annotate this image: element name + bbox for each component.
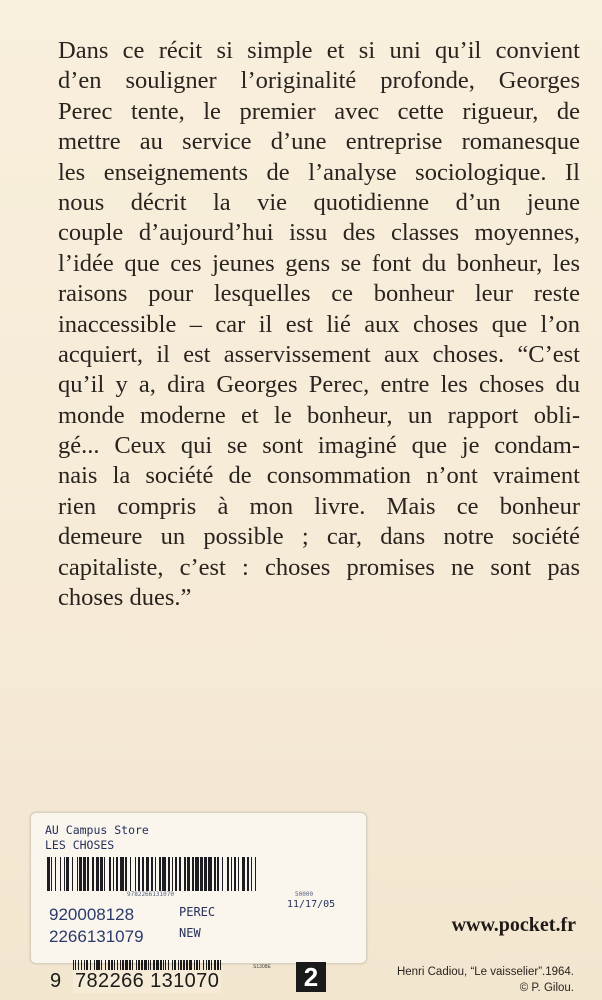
price-sticker: [30, 812, 367, 964]
blurb-line: raisons pour lesquelles ce bonheur leur reste: [58, 280, 580, 308]
blurb-line: nais la société de consommation n’ont vraiment: [58, 462, 580, 490]
blurb-line: couple d’aujourd’hui issu des classes moyennes,: [58, 219, 580, 247]
photo-credit: © P. Gilou.: [519, 982, 574, 994]
sticker-number-1: 920008128: [49, 905, 135, 924]
blurb-line: choses dues.”: [58, 584, 192, 612]
barcode-space: [221, 960, 223, 982]
sticker-title: LES CHOSES: [45, 838, 115, 852]
sticker-barcode-digits: 9782266131070: [127, 891, 174, 898]
sticker-condition: NEW: [179, 926, 201, 940]
publisher-logo: 2: [296, 962, 326, 992]
cover-credit: Henri Cadiou, “Le vaisselier”.1964.: [396, 966, 574, 978]
barcode-space: [256, 857, 260, 891]
blurb-line: acquiert, il est asservissement aux choses. “C’est: [58, 340, 580, 368]
blurb-line: qu’il y a, dira Georges Perec, entre les choses du: [58, 371, 580, 399]
blurb-text: [58, 36, 580, 613]
sticker-number-2: 2266131079: [49, 927, 144, 946]
blurb-line: mettre au service d’une entreprise romanesque: [58, 128, 580, 156]
blurb-line: monde moderne et le bonheur, un rapport obli-: [58, 401, 580, 429]
isbn-first-digit: 9: [50, 970, 62, 992]
blurb-line: les enseignements de l’analyse sociologique. Il: [58, 158, 580, 186]
sticker-store: AU Campus Store: [45, 823, 149, 837]
blurb-line: Perec tente, le premier avec cette rigueur, de: [58, 97, 580, 125]
blurb-line: nous décrit la vie quotidienne d’un jeune: [58, 188, 580, 216]
price-code: S1308E: [253, 964, 271, 970]
blurb-line: rien compris à mon livre. Mais ce bonheur: [58, 492, 580, 520]
sticker-date: 11/17/05: [287, 899, 336, 910]
blurb-line: Dans ce récit si simple et si uni qu’il convient: [58, 37, 580, 64]
blurb-line: gé... Ceux qui se sont imaginé que je condam-: [58, 432, 580, 460]
sticker-barcode: [47, 857, 327, 891]
blurb-line: inaccessible – car il est lié aux choses que l’on: [58, 310, 580, 338]
blurb-line: demeure un possible ; car, dans notre société: [58, 523, 580, 551]
blurb-line: d’en souligner l’originalité profonde, Georges: [58, 67, 580, 95]
sticker-barcode-addon: 50000: [295, 891, 314, 898]
blurb-line: l’idée que ces jeunes gens se font du bonheur, les: [58, 249, 580, 277]
publisher-website: www.pocket.fr: [451, 914, 576, 936]
blurb-line: capitaliste, c’est : choses promises ne sont pas: [58, 553, 580, 581]
sticker-author: PEREC: [179, 905, 216, 919]
isbn-digits: 782266 131070: [75, 970, 220, 992]
